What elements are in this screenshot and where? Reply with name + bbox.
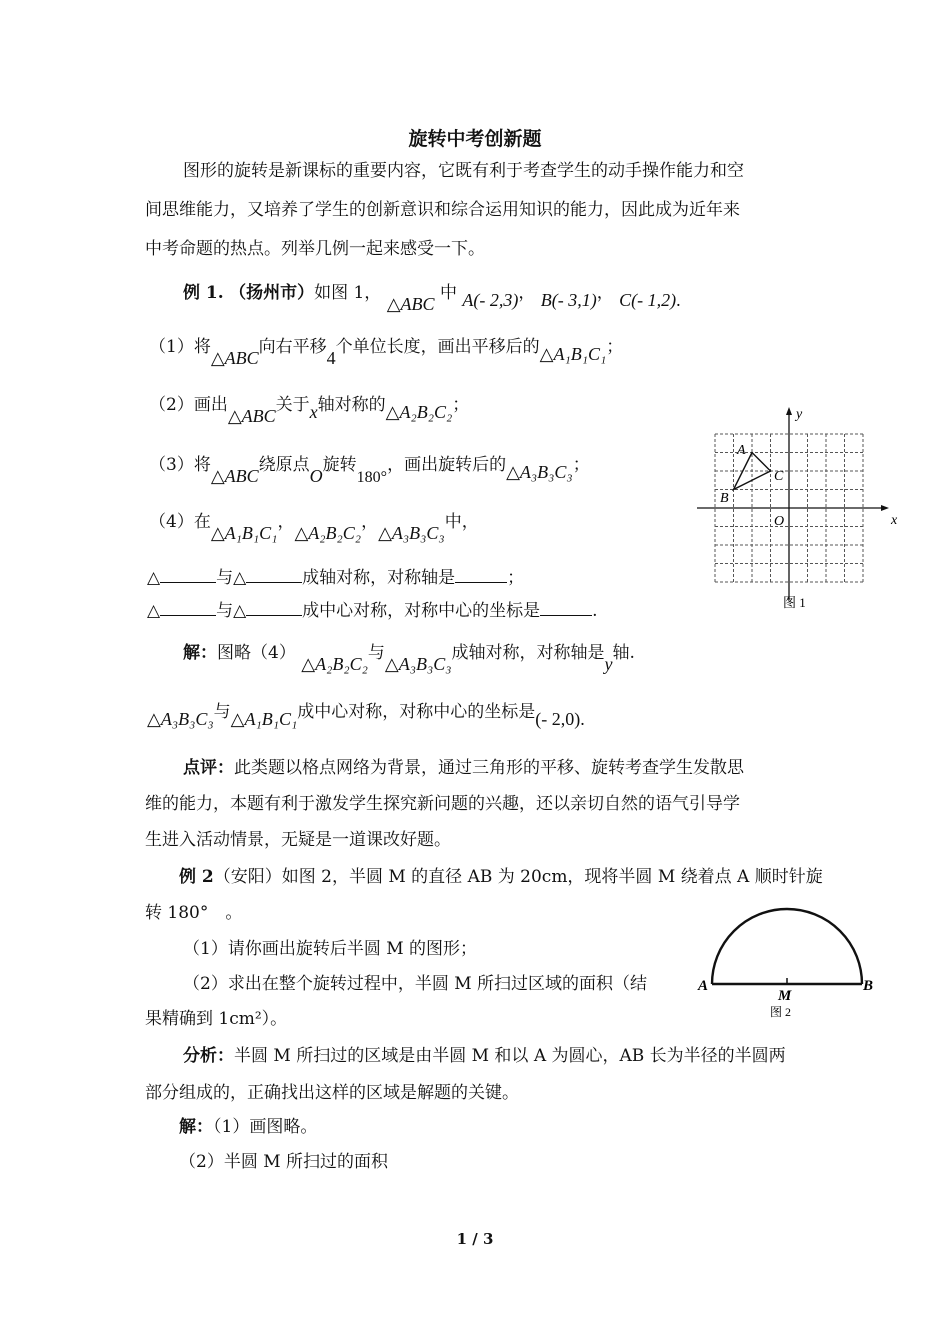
ex1-label: 例 1. [183,283,224,303]
solution-label: 解： [179,1117,213,1137]
q1-triangle: △ABC [210,348,259,368]
ex2-question-2a: （2）求出在整个旋转过程中，半圆 M 所扫过区域的面积（结 [183,974,648,994]
semicircle-arc [712,909,862,984]
q3-angle: 180° [356,469,388,486]
q1-units: 4 [326,348,336,368]
solution2-triangle-1: △A₁B₁C₁ [230,709,298,729]
x-axis-label: x [891,513,898,528]
origin-label: O [774,514,785,529]
ex1-triangle: △ABC [386,294,435,314]
blank-field[interactable] [540,599,592,616]
q1-text: （1）将 [149,337,211,357]
q2-x-axis: x [309,402,318,422]
solution2-triangle-3: △A₃B₃C₃ [147,709,214,729]
solution-triangle-3: △A₃B₃C₃ [384,654,452,674]
solution-label: 解： [183,643,217,663]
q3-text: （3）将 [149,455,211,475]
sep: ， [361,512,379,532]
semicolon: ； [572,455,590,475]
point-m-label: M [778,988,792,1004]
solution-triangle-2: △A₂B₂C₂ [301,654,368,674]
q4-blank-label: △ [147,568,161,588]
period: . [592,601,598,621]
q1-text-b: 向右平移 [258,337,327,357]
y-axis-arrow-icon [786,407,792,415]
point-b-label: B [863,978,874,994]
solution-text: 与 [367,643,385,663]
y-axis-label: y [796,407,803,422]
ex2-solution-1 [179,1116,317,1138]
figure-2-caption: 图 2 [770,1005,792,1019]
solution-text: 成中心对称，对称中心的坐标是 [297,702,536,722]
ex1-stem-text: 如图 1， [314,283,382,303]
ex1-question-3 [149,453,590,486]
ex2-question-1: （1）请你画出旋转后半圆 M 的图形； [183,939,478,959]
triangle-a2b2c2: △A₂B₂C₂ [385,402,453,422]
semicolon: ； [507,568,525,588]
triangle-a3b3c3: △A₃B₃C₃ [506,462,573,482]
ex1-solution-2 [147,700,585,729]
q4-blank-label: △ [147,601,161,621]
blank-field[interactable] [455,566,507,583]
triangle-a1b1c1: △A₁B₁C₁ [539,344,607,364]
q2-text-c: 轴对称的 [317,395,386,415]
period: . [580,709,585,729]
q4-triangle-3: △A₃B₃C₃ [378,523,445,543]
q2-text-b: 关于 [275,395,310,415]
ex2-solution-2: （2）半圆 M 所扫过的面积 [179,1152,389,1172]
ex2-question-2b: 果精确到 1cm²）。 [145,1009,288,1029]
solution-text: 轴. [612,643,635,663]
ex1-source: （扬州市） [229,283,315,303]
solution-y-axis: y [604,654,613,674]
blank-field[interactable] [160,599,216,616]
q4-triangle-1: △A₁B₁C₁ [210,523,278,543]
figure-2-semicircle [690,900,890,1030]
solution-text: 与 [213,702,231,722]
figure-1-grid [693,400,903,615]
point-b-coord: B(- 3,1) [540,290,597,310]
q3-origin: O [309,466,323,486]
point-b-label: B [720,491,729,506]
period: . [676,290,681,310]
q4-text: （4）在 [149,512,211,532]
page-number: 1 / 3 [456,1230,494,1248]
q2-triangle: △ABC [227,406,276,426]
q3-triangle: △ABC [210,466,259,486]
solution-text: （1）画图略。 [213,1117,318,1137]
q4-triangle-2: △A₂B₂C₂ [294,523,362,543]
ex1-stem [183,281,681,314]
point-c-label: C [774,469,784,484]
q4-text: 与△ [216,601,247,621]
point-a-label: A [737,443,746,458]
blank-field[interactable] [160,566,216,583]
sep: ， [518,283,536,303]
q4-text: 成轴对称，对称轴是 [302,568,456,588]
q2-text: （2）画出 [149,395,228,415]
ex2-analysis-1 [183,1045,786,1067]
point-a-coord: A(- 2,3) [462,290,519,310]
semicolon: ； [606,337,624,357]
solution-text: 成轴对称，对称轴是 [451,643,605,663]
comment-line-3: 生进入活动情景，无疑是一道课改好题。 [145,830,451,850]
blank-field[interactable] [246,599,302,616]
sep: ， [596,283,614,303]
semicolon: ； [452,395,470,415]
ex1-question-2 [149,393,470,426]
ex1-question-4 [149,510,479,543]
q4-text: 成中心对称，对称中心的坐标是 [302,601,541,621]
ex1-question-1 [149,335,624,368]
q4-text: 与△ [216,568,247,588]
ex2-stem-text: （安阳）如图 2，半圆 M 的直径 AB 为 20cm，现将半圆 M 绕着点 A 顺时针旋 [213,867,823,887]
q4-fill-line-1 [147,566,524,589]
q3-text-b: 绕原点 [258,455,310,475]
blank-field[interactable] [246,566,302,583]
center-coordinate: (- 2,0) [535,709,581,729]
ex2-stem-1 [179,866,823,888]
q3-text-c: 旋转 [322,455,357,475]
intro-line-2: 间思维能力，又培养了学生的创新意识和综合运用知识的能力，因此成为近年来 [145,200,740,220]
point-a-label: A [698,978,709,994]
ex2-stem-2: 转 180° 。 [145,903,243,923]
comment-text: 此类题以格点网络为背景，通过三角形的平移、旋转考查学生发散思 [234,758,744,778]
comment-line-2: 维的能力，本题有利于激发学生探究新问题的兴趣，还以亲切自然的语气引导学 [145,794,740,814]
x-axis-arrow-icon [881,505,889,511]
sep: ， [277,512,295,532]
analysis-text: 半圆 M 所扫过的区域是由半圆 M 和以 A 为圆心，AB 长为半径的半圆两 [234,1046,786,1066]
intro-line-1: 图形的旋转是新课标的重要内容，它既有利于考查学生的动手操作能力和空 [183,161,744,181]
q4-fill-line-2 [147,599,598,622]
q4-text-b: 中， [444,512,479,532]
point-c-coord: C(- 1,2) [619,290,677,310]
analysis-label: 分析： [183,1046,234,1066]
intro-line-3: 中考命题的热点。列举几例一起来感受一下。 [145,239,485,259]
ex1-stem-zhong: 中 [439,283,457,303]
ex2-label: 例 2 [179,867,214,887]
page-title: 旋转中考创新题 [408,128,542,150]
ex1-solution [183,641,635,674]
ex2-analysis-2: 部分组成的，正确找出这样的区域是解题的关键。 [145,1083,519,1103]
q1-text-c: 个单位长度，画出平移后的 [335,337,540,357]
comment-label: 点评： [183,758,234,778]
comment-line-1 [183,757,744,779]
solution-text: 图略（4） [217,643,296,663]
q3-text-d: ，画出旋转后的 [387,455,507,475]
figure-1-caption: 图 1 [783,595,806,610]
